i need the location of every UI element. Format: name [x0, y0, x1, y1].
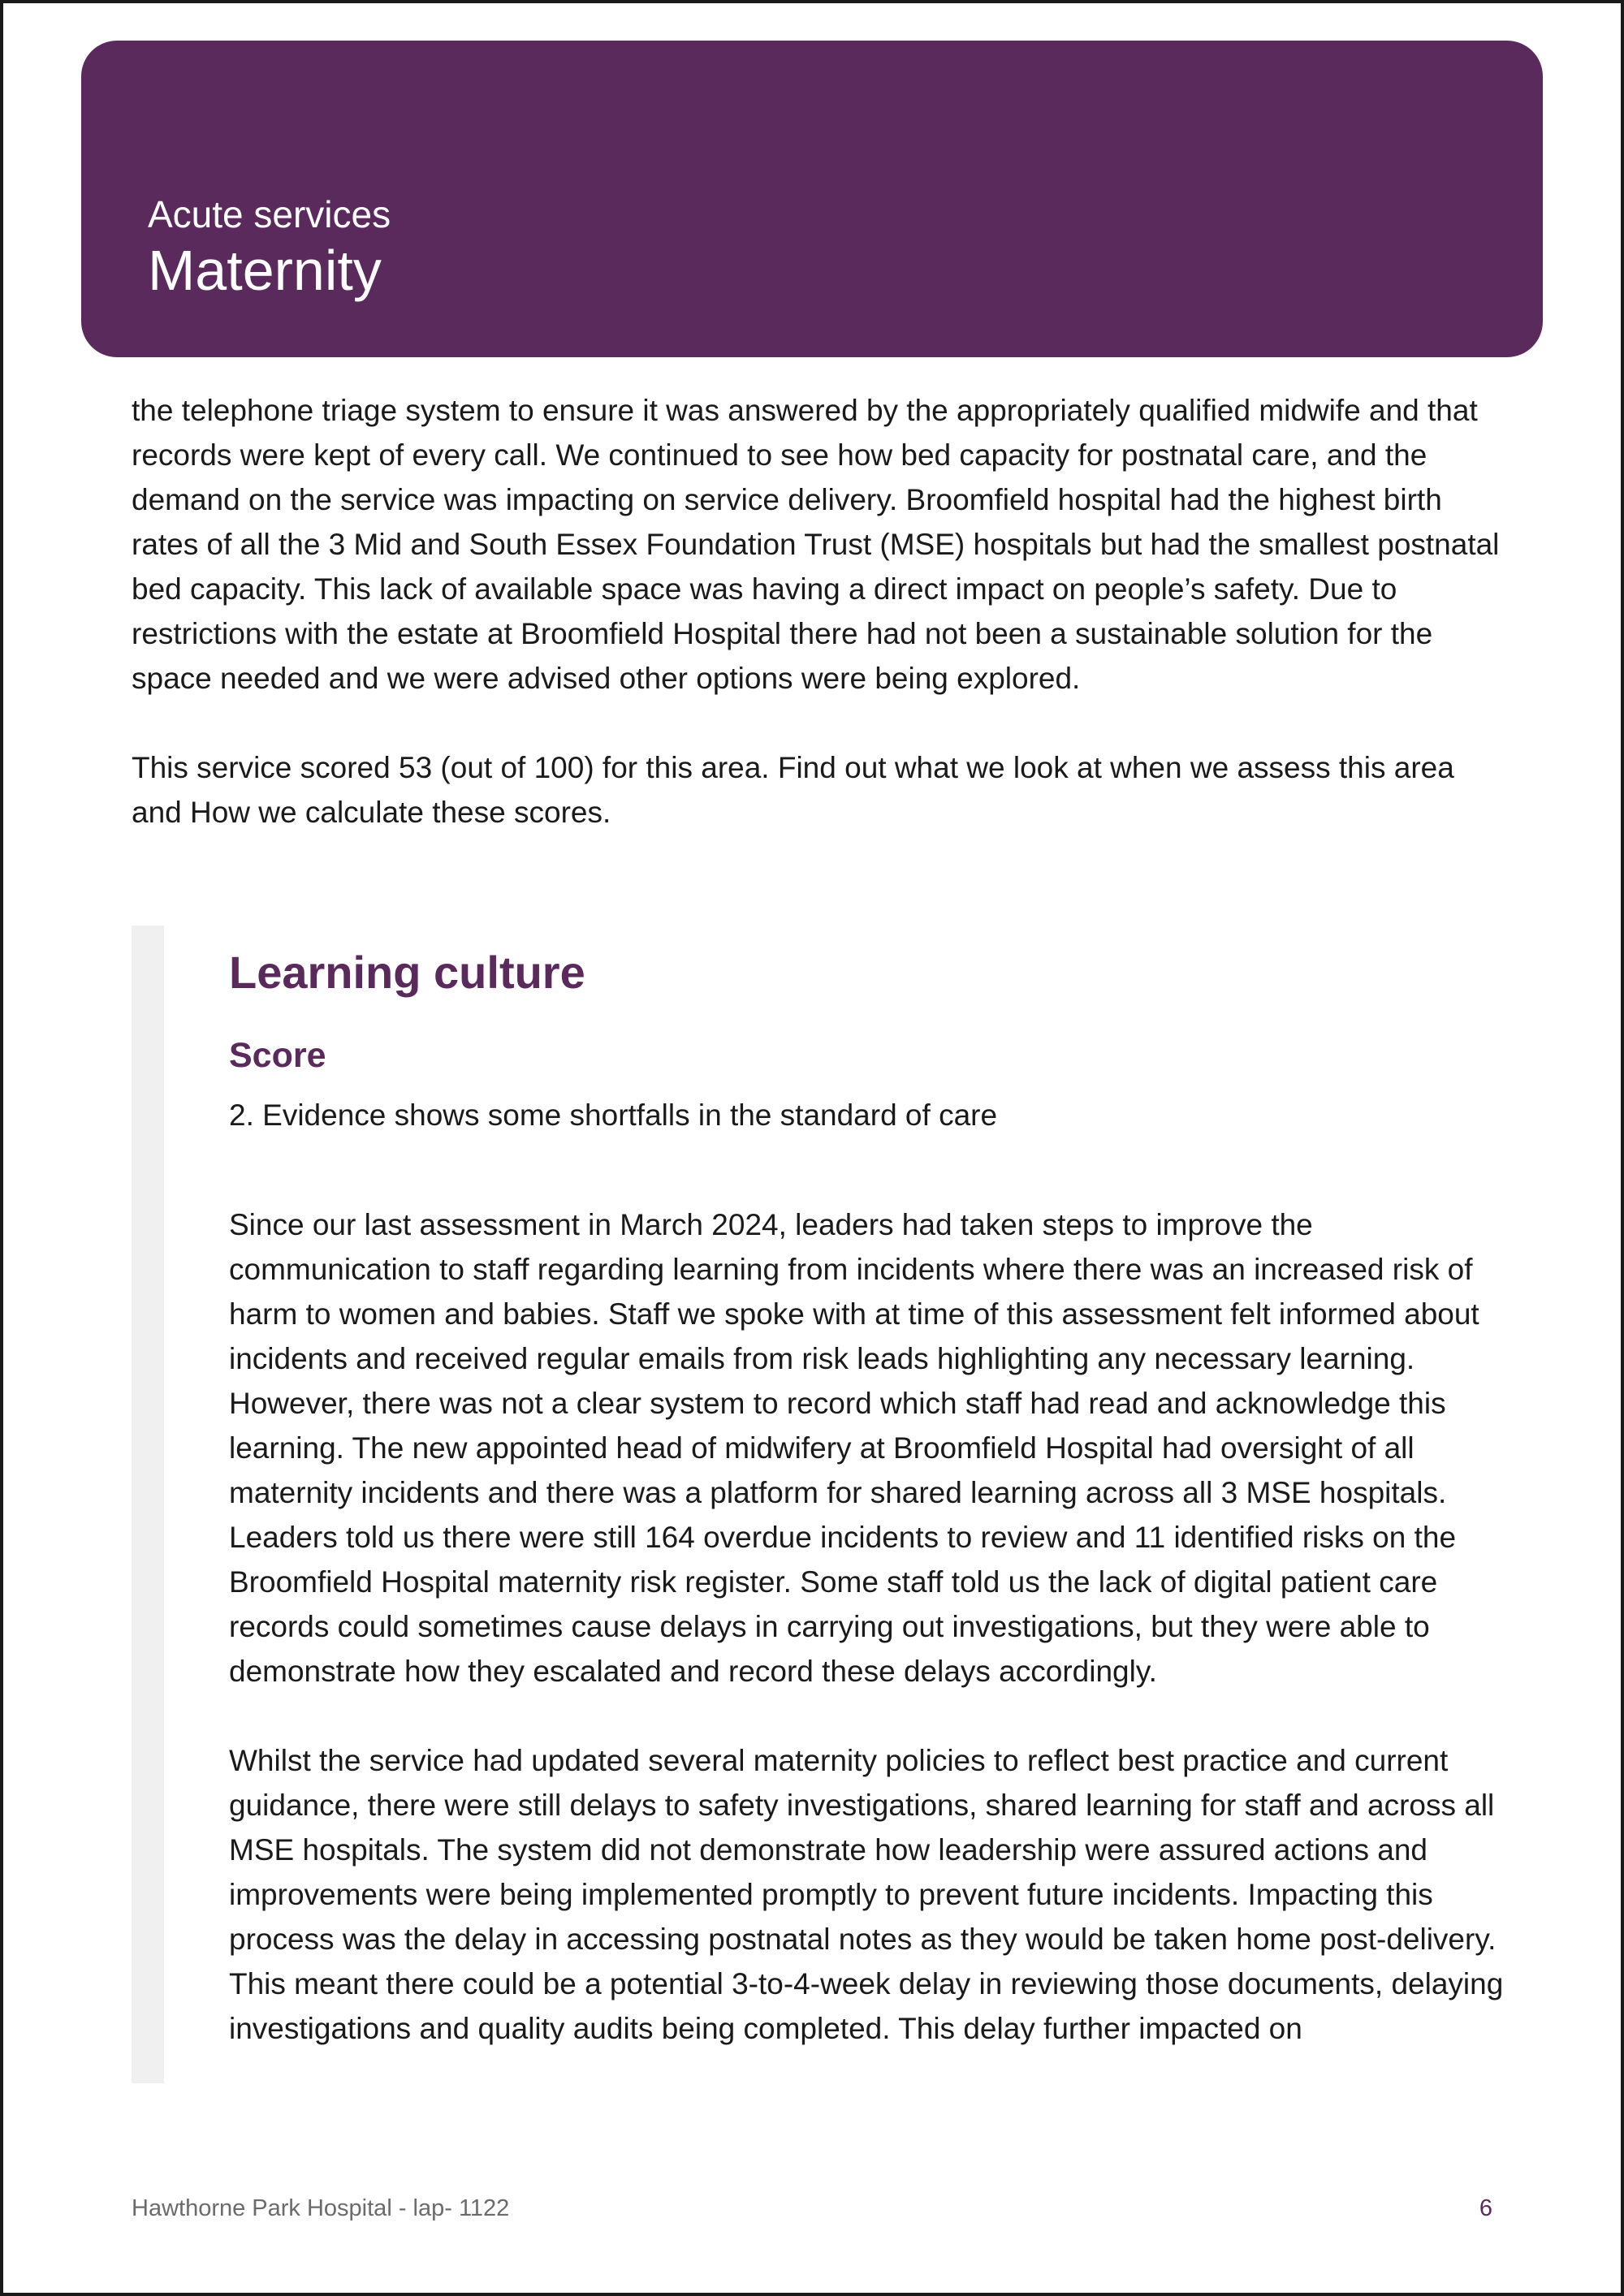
section-category: Acute services	[148, 193, 391, 235]
callout-paragraph: Since our last assessment in March 2024, leaders had taken steps to improve the communication to staff regarding learning from incidents where there was an increased risk of harm to women and babies. Staff we spoke with at time of this assessment felt informed about incidents and received regular emails from risk leads highlighting any necessary learning. However, there was not a clear system to record which staff had read and acknowledge this learning. The new appointed head of midwifery at Broomfield Hospital had oversight of all maternity incidents and there was a platform for shared learning across all 3 MSE hospitals. Leaders told us there were still 164 overdue incidents to review and 11 identified risks on the Broomfield Hospital maternity risk register. Some staff told us the lack of digital patient care records could sometimes cause delays in carrying out investigations, but they were able to demonstrate how they escalated and record these delays accordingly.	[229, 1208, 1479, 1688]
learning-culture-callout	[132, 926, 1512, 2083]
callout-heading: Learning culture	[229, 947, 585, 998]
callout-paragraph: Whilst the service had updated several maternity policies to reflect best practice and current guidance, there were still delays to safety investigations, shared learning for staff and across all MSE hospitals. The system did not demonstrate how leadership were assured actions and improvements were being implemented promptly to prevent future incidents. Impacting this process was the delay in accessing postnatal notes as they would be taken home post-delivery. This meant there could be a potential 3-to-4-week delay in reviewing those documents, delaying investigations and quality audits being completed. This delay further impacted on	[229, 1744, 1504, 2045]
callout-side-bar	[132, 926, 164, 2083]
score-summary-paragraph: This service scored 53 (out of 100) for this area. Find out what we look at when we assess this area and How we calculate these scores.	[132, 751, 1454, 829]
intro-paragraph: the telephone triage system to ensure it was answered by the appropriately qualified midwife and that records were kept of every call. We continued to see how bed capacity for postnatal care, and the demand on the service was impacting on service delivery. Broomfield hospital had the highest birth rates of all the 3 Mid and South Essex Foundation Trust (MSE) hospitals but had the smallest postnatal bed capacity. This lack of available space was having a direct impact on people’s safety. Due to restrictions with the estate at Broomfield Hospital there had not been a sustainable solution for the space needed and we were advised other options were being explored.	[132, 394, 1500, 695]
intro-text	[132, 388, 1504, 879]
header-banner	[81, 41, 1543, 357]
page-title: Maternity	[148, 239, 382, 302]
score-value-text: 2. Evidence shows some shortfalls in the standard of care	[229, 1098, 998, 1132]
score-heading: Score	[229, 1036, 326, 1075]
footer-page-number: 6	[1479, 2195, 1492, 2221]
callout-body	[229, 926, 1512, 2051]
footer-document-label: Hawthorne Park Hospital - lap- 1122	[132, 2195, 510, 2221]
